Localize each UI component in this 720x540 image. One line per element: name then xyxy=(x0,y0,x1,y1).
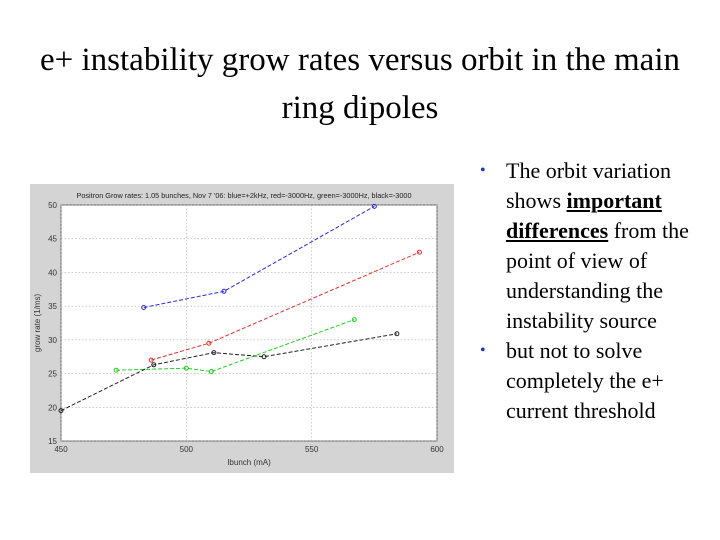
y-tick-label: 30 xyxy=(48,335,57,345)
x-axis-label: Ibunch (mA) xyxy=(227,458,271,467)
chart-title: Positron Grow rates: 1.05 bunches, Nov 7 '06: blue=+2kHz, red=-3000Hz, green=-3000Hz, black=-3000 xyxy=(76,191,412,200)
slide-title: e+ instability grow rates versus orbit in the main ring dipoles xyxy=(40,42,680,126)
bullet-item-current-threshold xyxy=(474,336,720,426)
y-tick-label: 50 xyxy=(48,201,57,210)
emphasis-differences: differences xyxy=(506,218,609,243)
x-tick-label: 600 xyxy=(430,445,444,454)
bullet-item-orbit-variation xyxy=(474,156,720,336)
x-tick-label: 500 xyxy=(179,445,194,454)
y-tick-label: 25 xyxy=(48,369,57,379)
x-tick-label: 450 xyxy=(54,445,68,454)
bullet-text: from the point of view of understanding the instability source xyxy=(506,218,689,333)
x-tick-label: 550 xyxy=(304,445,319,454)
bullet-text: The orbit variation shows xyxy=(506,158,671,213)
bullet-dot-icon: • xyxy=(480,342,486,359)
grow-rate-chart xyxy=(30,184,454,473)
y-axis-label: grow rate (1/ms) xyxy=(33,293,42,353)
plot-area xyxy=(61,205,437,441)
y-tick-label: 15 xyxy=(48,437,57,446)
bullet-dot-icon: • xyxy=(480,162,486,179)
y-tick-label: 40 xyxy=(48,268,57,278)
bullet-list xyxy=(474,156,720,426)
emphasis-important: important xyxy=(566,188,662,213)
y-tick-label: 45 xyxy=(48,234,57,244)
y-tick-label: 35 xyxy=(48,302,57,312)
y-tick-label: 20 xyxy=(48,403,57,413)
bullet-text: but not to solve completely the e+ current threshold xyxy=(506,338,664,423)
